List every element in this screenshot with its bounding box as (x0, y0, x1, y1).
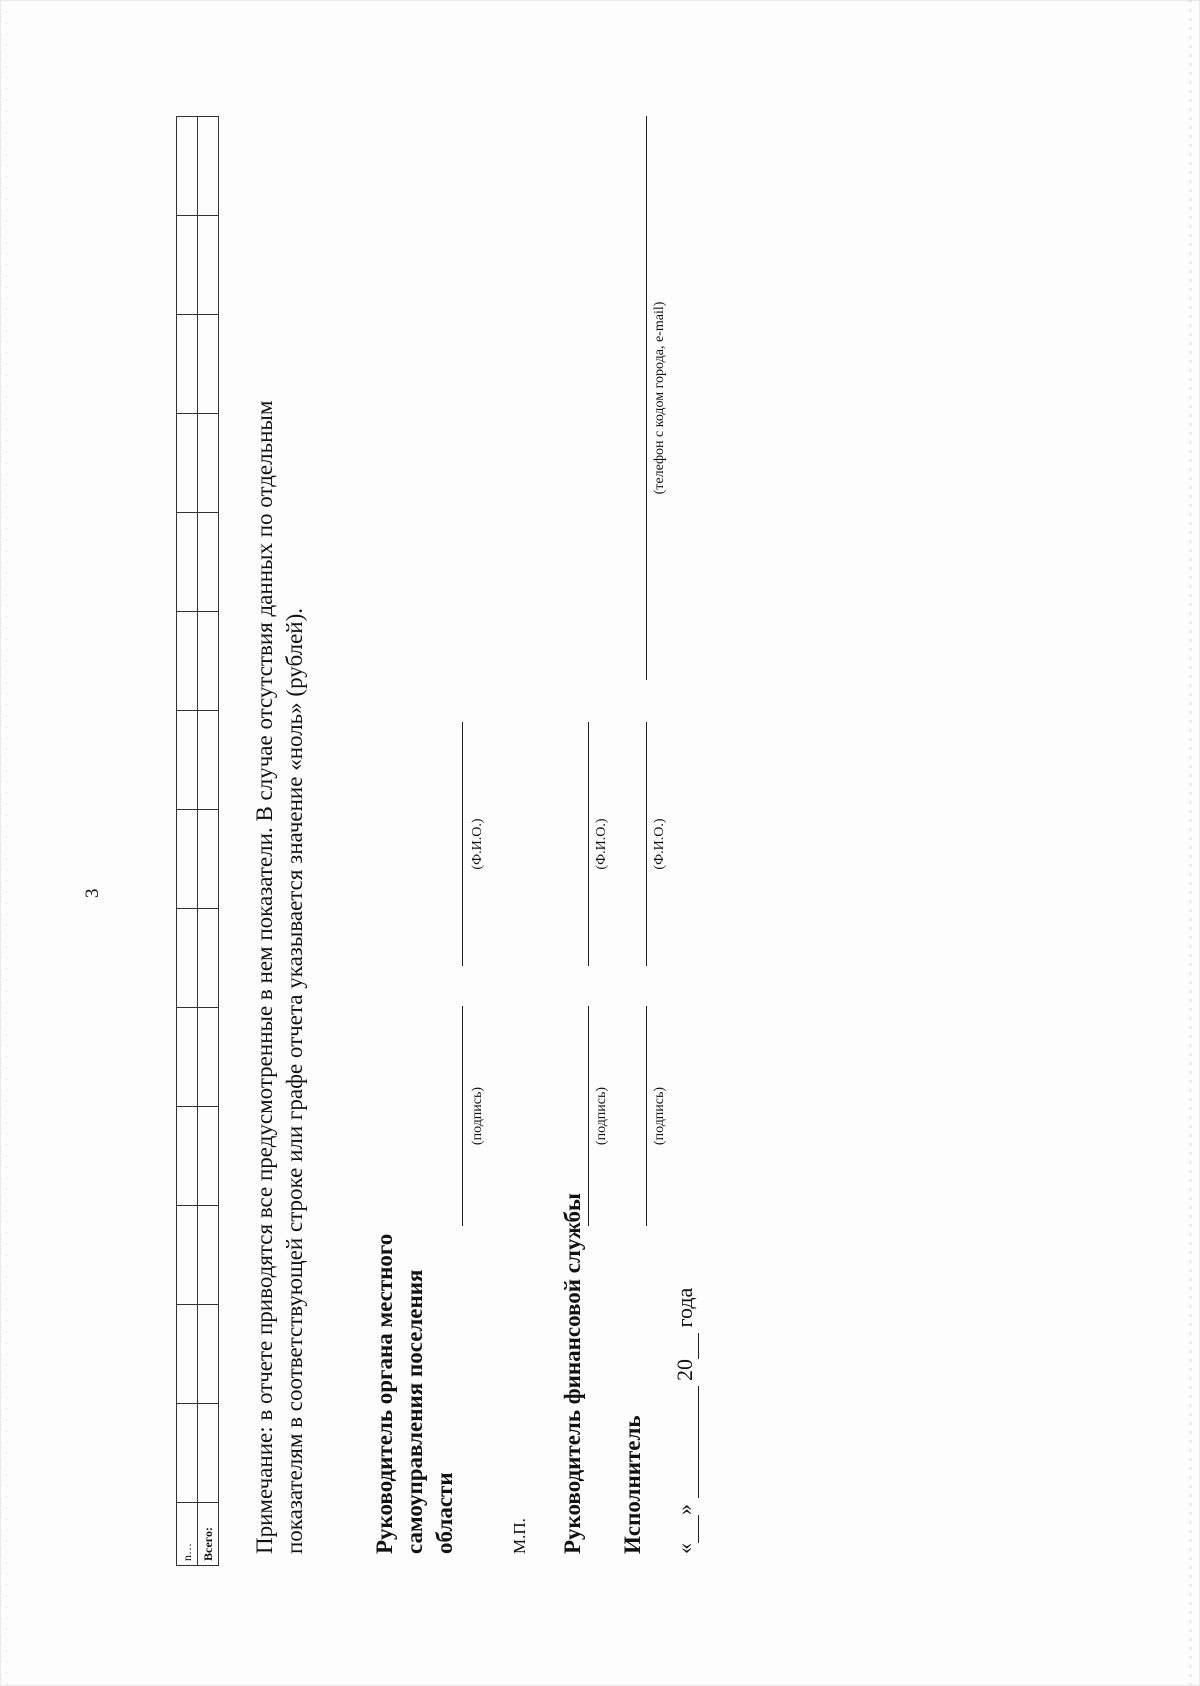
table-cell (177, 1305, 198, 1404)
head-local-name-caption: (Ф.И.О.) (470, 818, 485, 870)
executor-signature-caption: (подпись) (652, 1086, 667, 1146)
table-cell (198, 1305, 219, 1404)
table-cell (198, 909, 219, 1008)
head-local-title-line-2: самоуправления поселения (402, 1269, 427, 1554)
table-cell (177, 216, 198, 315)
executor-name-line (646, 722, 647, 966)
table-row (198, 117, 219, 1566)
head-local-title (370, 1234, 460, 1554)
table-cell (198, 612, 219, 711)
head-local-signature-line (462, 1006, 463, 1226)
head-finance-title: Руководитель финансовой службы (560, 1193, 585, 1554)
table-cell (198, 1008, 219, 1107)
head-local-title-line-1: Руководитель органа местного (372, 1233, 397, 1554)
table-cell (198, 1107, 219, 1206)
report-table (176, 116, 219, 1566)
head-local-signature-caption: (подпись) (470, 1086, 485, 1146)
table-cell (177, 1404, 198, 1503)
executor-title: Исполнитель (620, 1415, 645, 1554)
note-line-1: Примечание: в отчете приводятся все предусмотренные в нем показатели. В случае отсутствия данных по отдельным (252, 400, 277, 1554)
table-row-label: n… (177, 1503, 198, 1566)
table-cell (198, 216, 219, 315)
table-row (177, 117, 198, 1566)
table-cell (177, 117, 198, 216)
head-finance-name-line (588, 722, 589, 966)
table-cell (177, 414, 198, 513)
table-cell (177, 711, 198, 810)
date-day-blank (672, 1515, 699, 1543)
date-line (672, 1288, 699, 1554)
table-cell (177, 1107, 198, 1206)
date-year-prefix: 20 (672, 1359, 697, 1381)
date-open-quote: « (672, 1543, 697, 1554)
table-cell (198, 1206, 219, 1305)
table-cell (177, 810, 198, 909)
executor-signature-line (646, 1006, 647, 1226)
table-cell (177, 1008, 198, 1107)
executor-name-caption: (Ф.И.О.) (652, 818, 667, 870)
table-cell (177, 612, 198, 711)
head-finance-name-caption: (Ф.И.О.) (594, 818, 609, 870)
executor-phone-caption: (телефон с кодом города, e-mail) (652, 301, 667, 495)
table-cell (198, 1404, 219, 1503)
table-cell (177, 513, 198, 612)
date-month-blank (672, 1387, 699, 1499)
table-cell (198, 513, 219, 612)
table-cell (198, 414, 219, 513)
table-cell (198, 810, 219, 909)
table-cell (177, 909, 198, 1008)
note-text (250, 114, 310, 1554)
table-cell (177, 1206, 198, 1305)
table-cell (198, 117, 219, 216)
page-number: 3 (82, 888, 103, 898)
stamp-placeholder: М.П. (510, 1518, 529, 1554)
date-year-blank (672, 1333, 699, 1359)
head-local-name-line (462, 722, 463, 966)
date-suffix: года (672, 1287, 697, 1328)
table-cell (198, 711, 219, 810)
executor-phone-line (646, 116, 647, 680)
note-line-2: показателям в соответствующей строке или графе отчета указывается значение «ноль» (рублей). (282, 607, 307, 1554)
table-row-label: Всего: (198, 1503, 219, 1566)
date-close-quote: » (672, 1504, 697, 1515)
table-cell (177, 315, 198, 414)
head-local-title-line-3: области (432, 1472, 457, 1554)
head-finance-signature-caption: (подпись) (594, 1086, 609, 1146)
table-cell (198, 315, 219, 414)
head-finance-signature-line (588, 1006, 589, 1226)
